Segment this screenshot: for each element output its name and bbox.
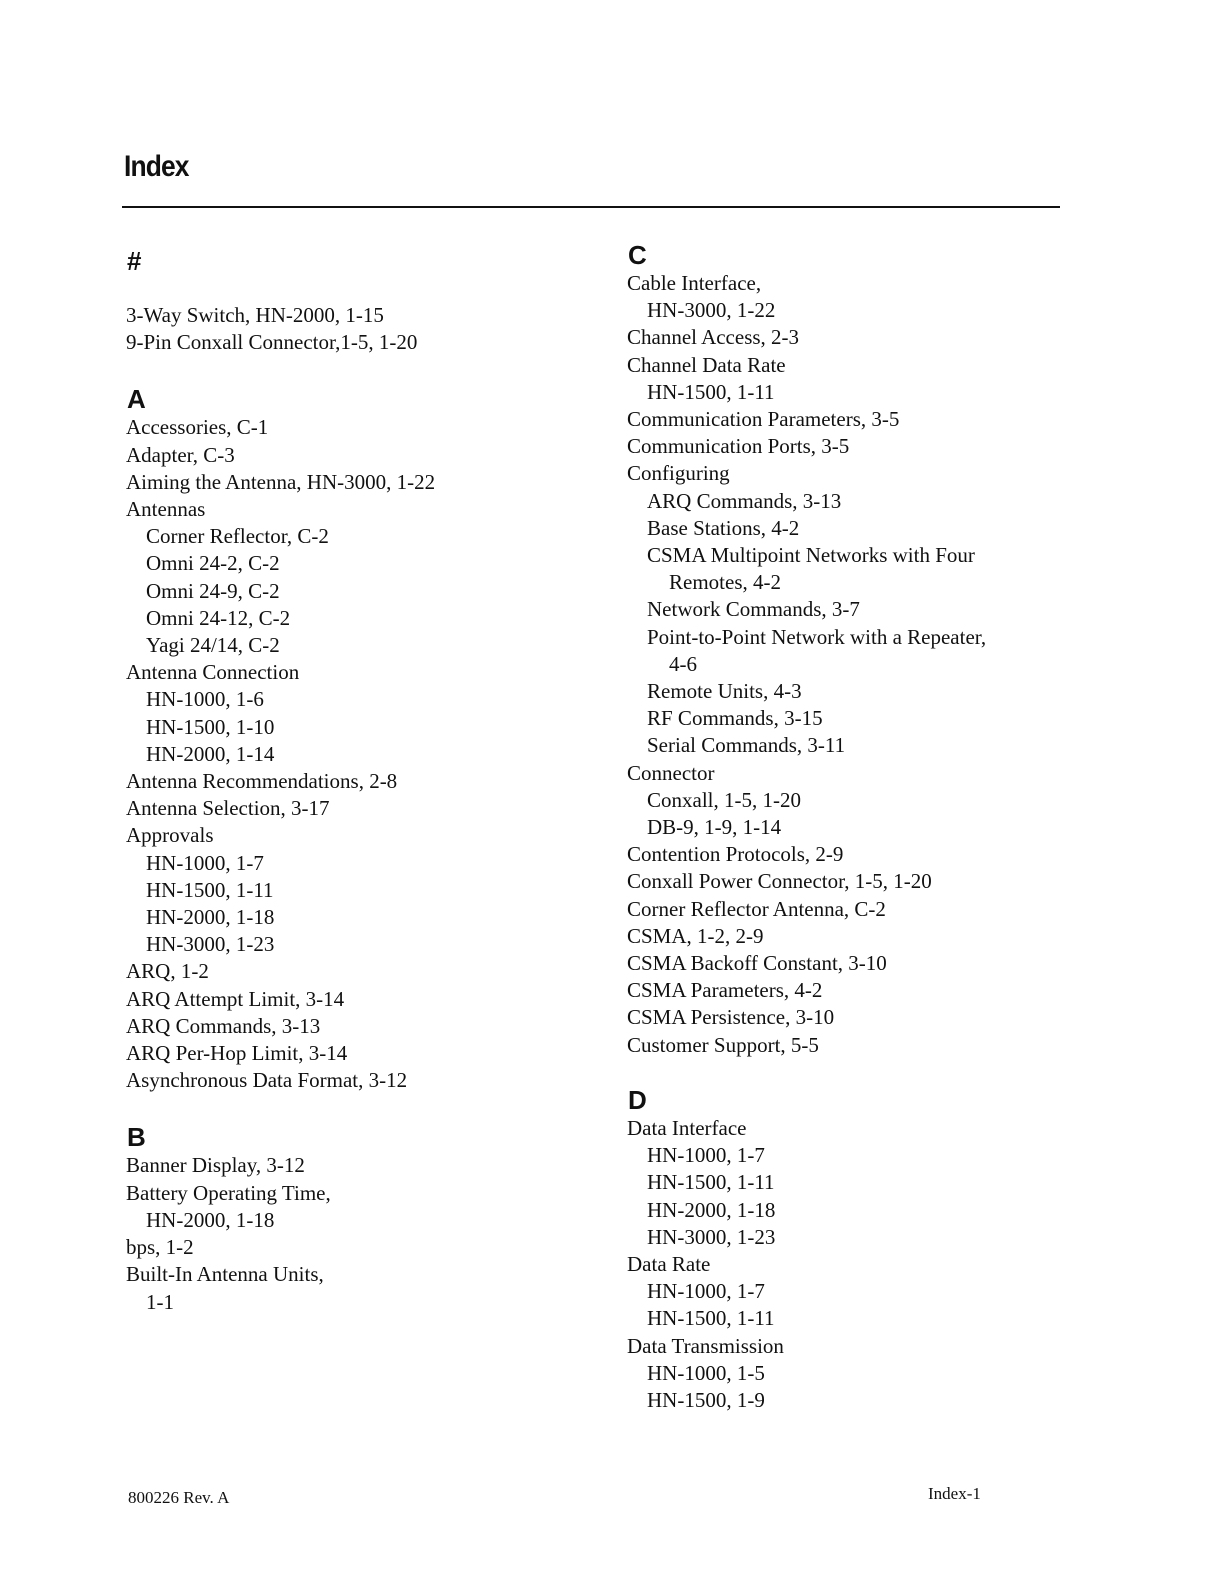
index-subentry: Omni 24-12, C-2 [146, 605, 291, 630]
index-entry: 3-Way Switch, HN-2000, 1-15 [126, 303, 384, 327]
section-letter: # [127, 246, 142, 276]
index-entry: Antennas [126, 497, 206, 522]
index-section [627, 1085, 1087, 1414]
index-entry: Communication Ports, 3-5 [627, 434, 850, 459]
index-subentry: Conxall, 1-5, 1-20 [647, 787, 801, 812]
index-entry: Cable Interface, [627, 271, 762, 295]
index-subentry: Network Commands, 3-7 [647, 597, 860, 622]
index-subentry: Point-to-Point Network with a Repeater, [647, 624, 987, 649]
index-subentry: Remotes, 4-2 [669, 570, 781, 595]
index-entry: Antenna Connection [126, 660, 300, 685]
index-entry: CSMA Backoff Constant, 3-10 [627, 951, 887, 976]
index-section [126, 384, 586, 1094]
index-subentry: DB-9, 1-9, 1-14 [647, 815, 782, 840]
index-subentry: Remote Units, 4-3 [647, 679, 802, 704]
index-subentry: Yagi 24/14, C-2 [146, 633, 280, 658]
index-subentry: HN-1500, 1-11 [647, 1306, 775, 1331]
index-entry-list [126, 414, 586, 1094]
index-entry: Built-In Antenna Units, [126, 1262, 324, 1287]
index-entry: Data Transmission [627, 1333, 784, 1358]
index-subentry: HN-1000, 1-7 [647, 1143, 765, 1168]
index-subentry: HN-2000, 1-18 [146, 905, 275, 930]
index-entry: CSMA Persistence, 3-10 [627, 1005, 835, 1030]
index-subentry: 4-6 [669, 651, 697, 676]
index-entry: CSMA, 1-2, 2-9 [627, 923, 764, 948]
index-subentry: HN-3000, 1-23 [146, 932, 275, 957]
index-subentry: Omni 24-2, C-2 [146, 551, 280, 576]
index-subentry: CSMA Multipoint Networks with Four [647, 543, 975, 568]
index-subentry: Corner Reflector, C-2 [146, 524, 329, 549]
index-subentry: HN-1500, 1-11 [647, 1170, 775, 1195]
index-entry: ARQ, 1-2 [126, 959, 209, 984]
index-section [627, 240, 1087, 1059]
index-subentry: 1-1 [146, 1289, 174, 1314]
index-subentry: HN-1500, 1-11 [146, 877, 274, 902]
index-subentry: Serial Commands, 3-11 [647, 733, 846, 758]
index-entry: Asynchronous Data Format, 3-12 [126, 1068, 408, 1093]
section-letter: A [127, 384, 146, 415]
index-entry: Channel Access, 2-3 [627, 325, 800, 350]
section-letter: B [127, 1122, 146, 1153]
index-entry: Channel Data Rate [627, 352, 786, 377]
index-subentry: HN-1000, 1-7 [647, 1279, 765, 1304]
index-entry: Antenna Recommendations, 2-8 [126, 769, 398, 794]
index-subentry: Omni 24-9, C-2 [146, 578, 280, 603]
index-entry: Conxall Power Connector, 1-5, 1-20 [627, 869, 932, 894]
index-entry: Antenna Selection, 3-17 [126, 796, 330, 821]
index-subentry: HN-3000, 1-22 [647, 298, 776, 323]
index-subentry: HN-1500, 1-11 [647, 379, 775, 404]
index-entry-list [627, 1115, 1087, 1414]
title-divider [122, 206, 1060, 208]
index-entry: Data Rate [627, 1251, 711, 1276]
index-subentry: HN-2000, 1-18 [146, 1207, 275, 1232]
index-subentry: ARQ Commands, 3-13 [647, 488, 842, 513]
index-entry: Communication Parameters, 3-5 [627, 407, 900, 432]
index-entry: 9-Pin Conxall Connector,1-5, 1-20 [126, 330, 418, 355]
index-entry: Customer Support, 5-5 [627, 1032, 819, 1057]
index-entry: CSMA Parameters, 4-2 [627, 978, 823, 1003]
page-number: Index-1 [928, 1484, 981, 1503]
index-entry: Adapter, C-3 [126, 442, 235, 467]
index-entry: ARQ Attempt Limit, 3-14 [126, 986, 345, 1011]
index-section [126, 1122, 586, 1315]
index-entry: Configuring [627, 461, 730, 486]
index-entry: Battery Operating Time, [126, 1180, 331, 1205]
index-entry: bps, 1-2 [126, 1235, 194, 1260]
index-column-right [627, 240, 1087, 1414]
index-subentry: HN-1000, 1-7 [146, 850, 264, 875]
index-subentry: HN-2000, 1-14 [146, 741, 275, 766]
index-entry-list [627, 270, 1087, 1059]
index-subentry: HN-1000, 1-5 [647, 1360, 765, 1385]
index-entry: Approvals [126, 823, 214, 848]
index-section [126, 246, 586, 356]
index-entry-list [126, 1152, 586, 1315]
index-subentry: HN-3000, 1-23 [647, 1224, 776, 1249]
page-title: Index [124, 150, 189, 183]
index-entry: Connector [627, 760, 715, 785]
index-subentry: Base Stations, 4-2 [647, 515, 800, 540]
index-entry: Data Interface [627, 1115, 747, 1140]
section-letter: D [628, 1084, 647, 1115]
index-subentry: HN-1000, 1-6 [146, 687, 264, 712]
index-entry: Corner Reflector Antenna, C-2 [627, 896, 886, 921]
document-revision: 800226 Rev. A [128, 1488, 230, 1507]
index-entry: Accessories, C-1 [126, 415, 269, 440]
index-subentry: HN-1500, 1-9 [647, 1387, 765, 1412]
index-entry: Aiming the Antenna, HN-3000, 1-22 [126, 469, 436, 494]
index-entry: ARQ Per-Hop Limit, 3-14 [126, 1041, 348, 1066]
index-subentry: HN-1500, 1-10 [146, 714, 275, 739]
index-entry-list [126, 302, 586, 356]
index-column-left [126, 246, 586, 1316]
index-subentry: HN-2000, 1-18 [647, 1197, 776, 1222]
index-entry: Contention Protocols, 2-9 [627, 842, 844, 867]
index-subentry: RF Commands, 3-15 [647, 706, 823, 731]
index-entry: ARQ Commands, 3-13 [126, 1013, 321, 1038]
index-entry: Banner Display, 3-12 [126, 1153, 305, 1178]
section-letter: C [628, 240, 647, 270]
